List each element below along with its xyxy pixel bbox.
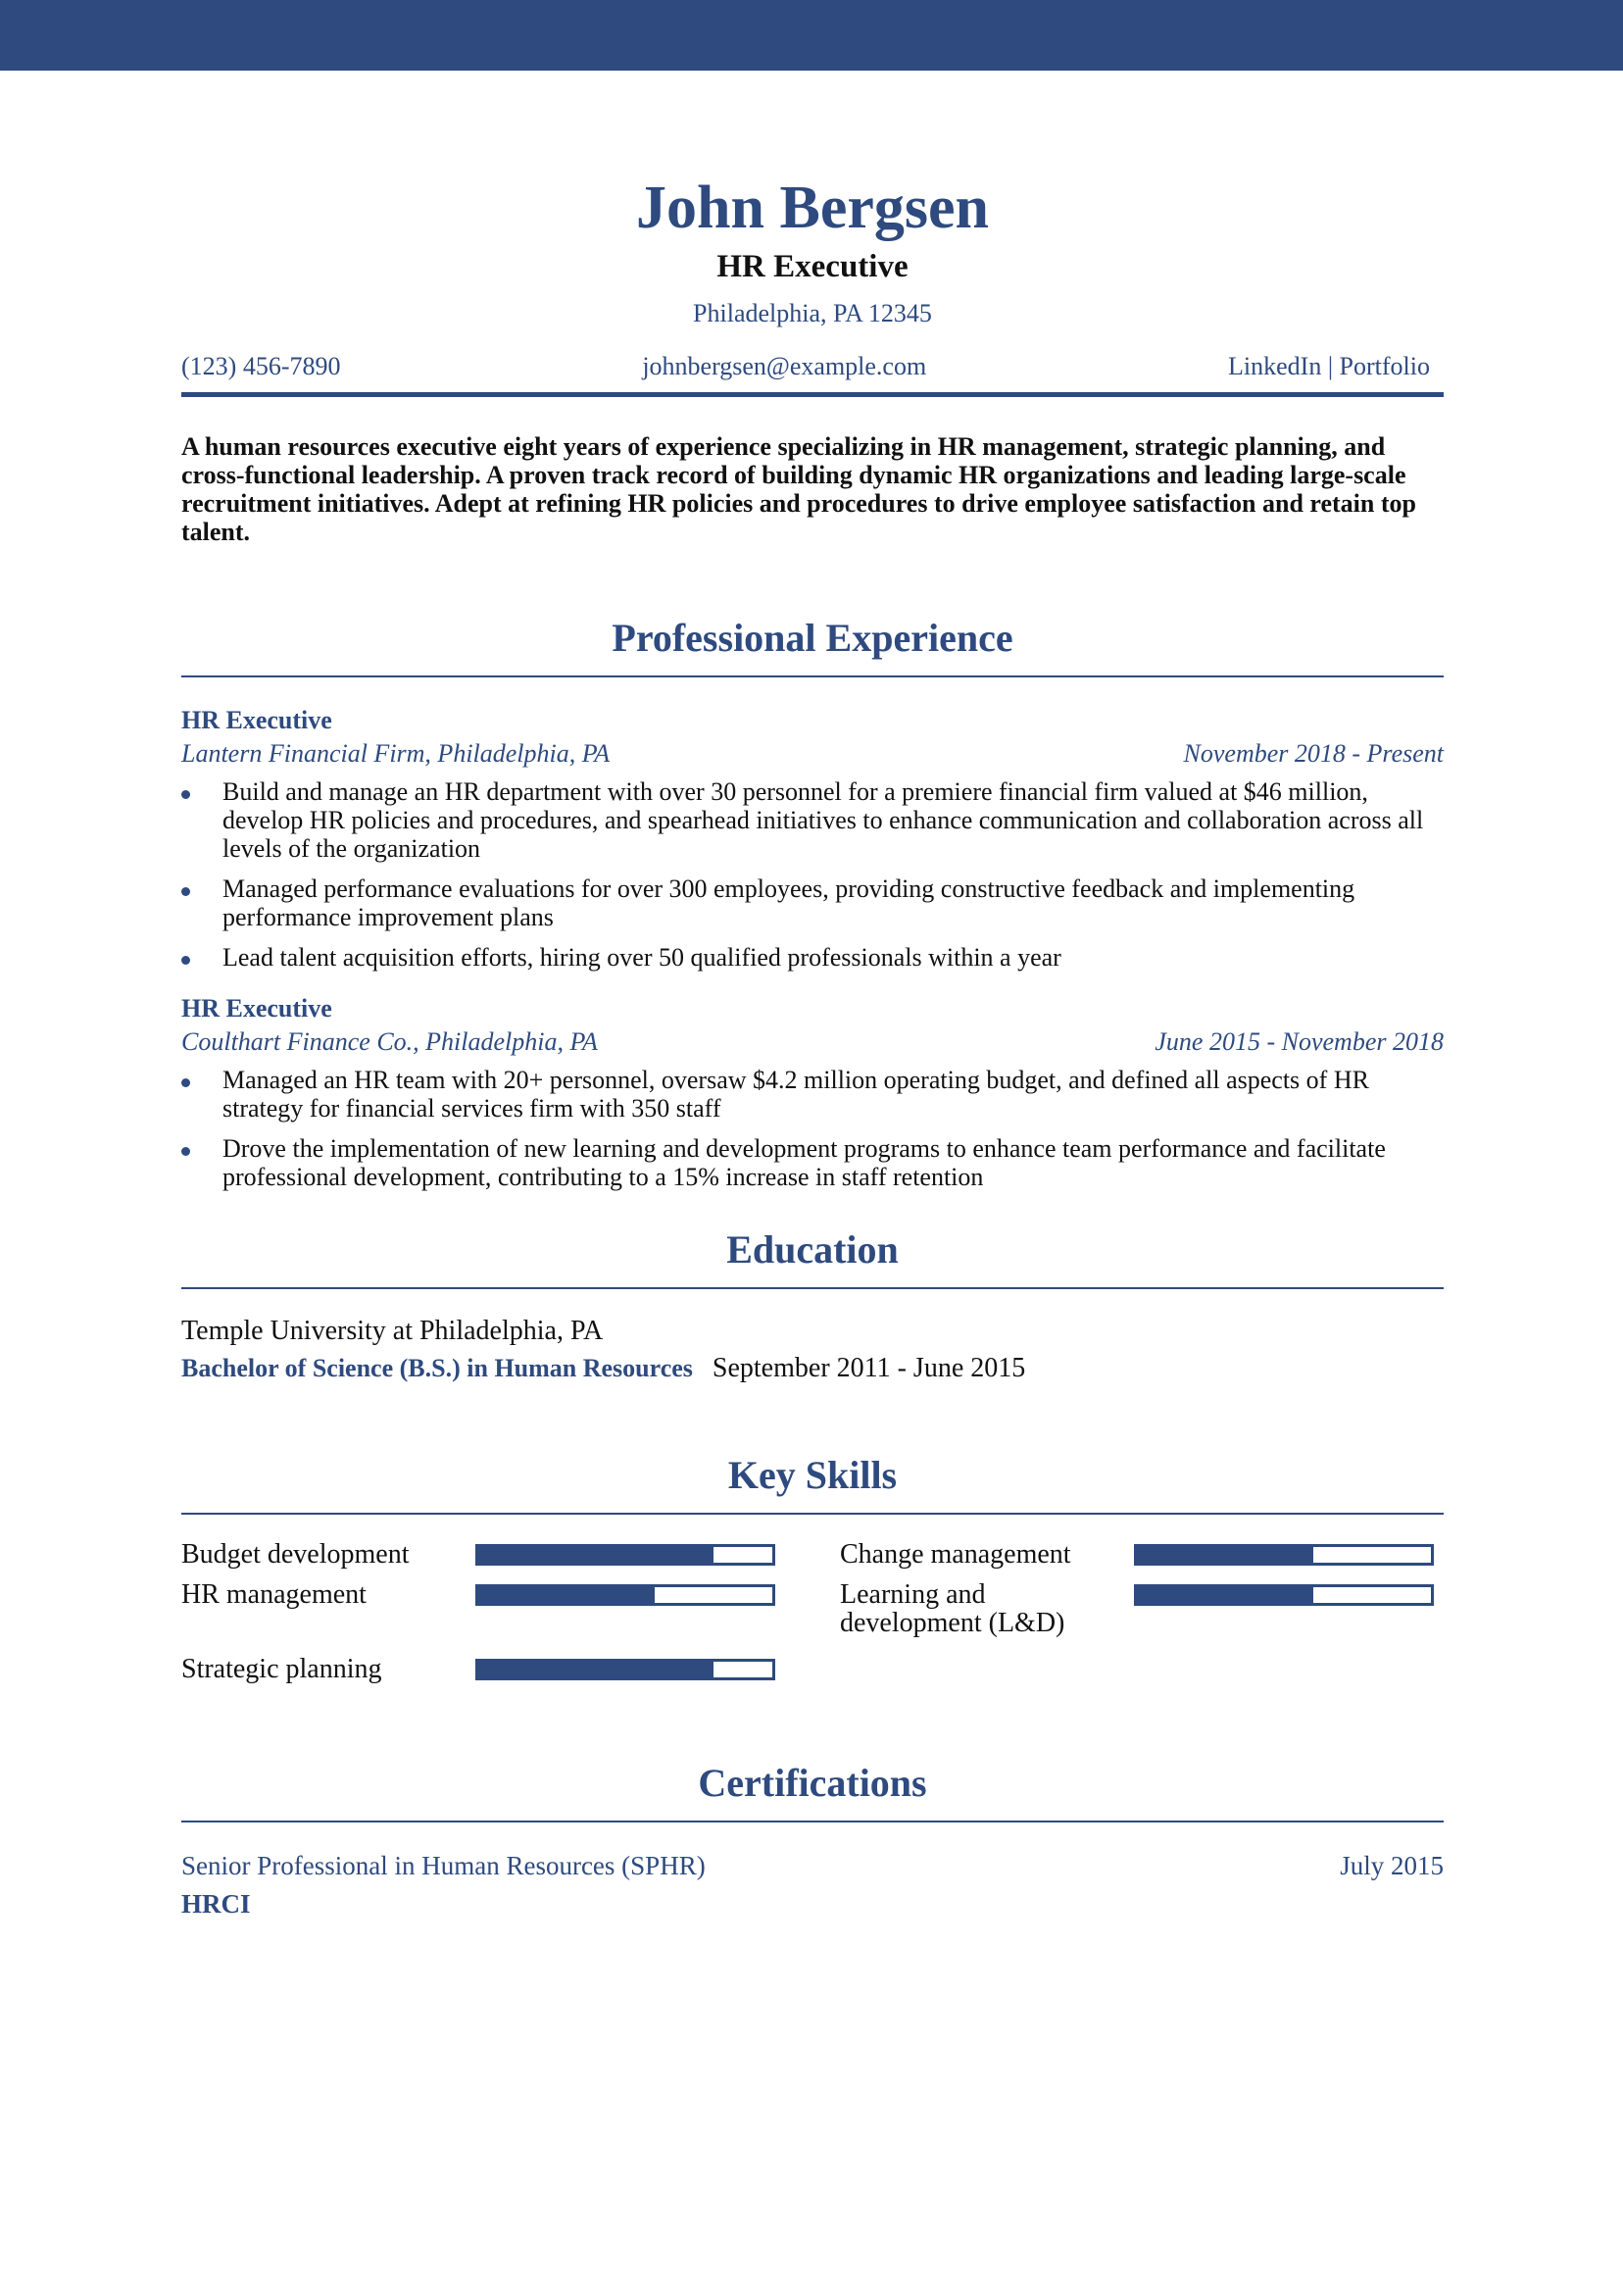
certification-name: Senior Professional in Human Resources (SPHR) — [181, 1851, 706, 1880]
section-divider — [181, 1287, 1444, 1289]
section-title-education: Education — [726, 1227, 899, 1272]
education-degree: Bachelor of Science (B.S.) in Human Resources — [181, 1354, 693, 1382]
skill-level-bar — [475, 1659, 775, 1680]
phone-number: (123) 456-7890 — [181, 352, 341, 380]
skill-level-bar — [1134, 1584, 1434, 1606]
candidate-location: Philadelphia, PA 12345 — [693, 299, 932, 327]
job-entry — [181, 705, 1444, 972]
job-meta — [181, 738, 1444, 770]
skill-item — [840, 1580, 1444, 1637]
education-dates: September 2011 - June 2015 — [712, 1353, 1026, 1383]
bullet-dot-icon — [181, 1147, 190, 1156]
bullet-text: Managed an HR team with 20+ personnel, oversaw $4.2 million operating budget, and defined all aspects of HR strategy for financial services firm with 350 staff — [222, 1066, 1369, 1123]
skill-name: Budget development — [181, 1539, 410, 1570]
skill-level-fill — [478, 1662, 713, 1677]
bullet-text: Lead talent acquisition efforts, hiring over 50 qualified professionals within a year — [222, 943, 1061, 972]
job-dates: June 2015 - November 2018 — [1155, 1027, 1444, 1056]
job-company: Lantern Financial Firm, Philadelphia, PA — [181, 739, 611, 768]
job-meta — [181, 1026, 1444, 1058]
skill-item — [181, 1655, 785, 1683]
skills-grid — [181, 1540, 1444, 1695]
section-title-certifications: Certifications — [698, 1761, 927, 1805]
top-color-band — [0, 0, 1623, 71]
section-divider — [181, 675, 1444, 677]
skill-level-bar — [475, 1544, 775, 1566]
skill-name: Change management — [840, 1539, 1071, 1570]
job-title: HR Executive — [181, 994, 332, 1023]
section-title-experience: Professional Experience — [612, 616, 1013, 660]
education-degree-line — [181, 1352, 1444, 1385]
skill-level-fill — [1137, 1587, 1313, 1603]
bullet-dot-icon — [181, 790, 190, 799]
section-title-skills: Key Skills — [727, 1453, 898, 1497]
skill-level-bar — [1134, 1544, 1434, 1566]
candidate-name: John Bergsen — [636, 175, 989, 241]
bullet-item — [181, 1134, 1444, 1191]
skill-level-fill — [1137, 1547, 1313, 1563]
job-dates: November 2018 - Present — [1183, 739, 1444, 768]
skill-item — [840, 1540, 1444, 1569]
section-divider — [181, 1513, 1444, 1515]
profile-links[interactable]: LinkedIn | Portfolio — [1228, 352, 1430, 380]
bullet-text: Drove the implementation of new learning and development programs to enhance team performance and facilitate professional development, contributing to a 15% increase in staff retention — [222, 1134, 1386, 1191]
skill-name: HR management — [181, 1579, 367, 1610]
certification-row — [181, 1850, 1444, 1881]
section-divider — [181, 1821, 1444, 1822]
bullet-item — [181, 1066, 1444, 1123]
education-entry — [181, 1315, 1444, 1385]
skill-name: Learning and development (L&D) — [840, 1579, 1065, 1638]
bullet-text: Build and manage an HR department with over 30 personnel for a premiere financial firm valued at $46 million, develop HR policies and procedures, and spearhead initiatives to enhance communication and collaboration across all levels of the organization — [222, 777, 1424, 863]
job-company: Coulthart Finance Co., Philadelphia, PA — [181, 1027, 598, 1056]
bullet-dot-icon — [181, 887, 190, 896]
education-school: Temple University at Philadelphia, PA — [181, 1316, 604, 1346]
skill-level-bar — [475, 1584, 775, 1606]
bullet-dot-icon — [181, 1078, 190, 1087]
header-divider — [181, 392, 1444, 397]
job-entry — [181, 993, 1444, 1191]
resume-page — [181, 71, 1444, 1921]
job-title: HR Executive — [181, 706, 332, 734]
job-bullets — [181, 1066, 1444, 1191]
certification-issuer: HRCI — [181, 1889, 251, 1919]
job-bullets — [181, 777, 1444, 972]
contact-row — [181, 351, 1444, 382]
skill-item — [181, 1540, 785, 1569]
skill-name: Strategic planning — [181, 1654, 382, 1684]
bullet-dot-icon — [181, 956, 190, 965]
certification-date: July 2015 — [1340, 1851, 1444, 1880]
bullet-item — [181, 777, 1444, 863]
certification-entry — [181, 1850, 1444, 1921]
skill-level-fill — [478, 1587, 655, 1603]
bullet-text: Managed performance evaluations for over 300 employees, providing constructive feedback and implementing performance improvement plans — [222, 874, 1355, 931]
skill-item — [181, 1580, 785, 1637]
bullet-item — [181, 943, 1444, 972]
email-address[interactable]: johnbergsen@example.com — [642, 352, 927, 380]
skill-level-fill — [478, 1547, 713, 1563]
bullet-item — [181, 874, 1444, 931]
candidate-title: HR Executive — [716, 249, 909, 284]
professional-summary: A human resources executive eight years of experience specializing in HR management, strategic planning, and cross-functional leadership. A proven track record of building dynamic HR organizations and leading large-scale recruitment initiatives. Adept at refining HR policies and procedures to drive employee satisfaction and retain top talent. — [181, 432, 1416, 546]
